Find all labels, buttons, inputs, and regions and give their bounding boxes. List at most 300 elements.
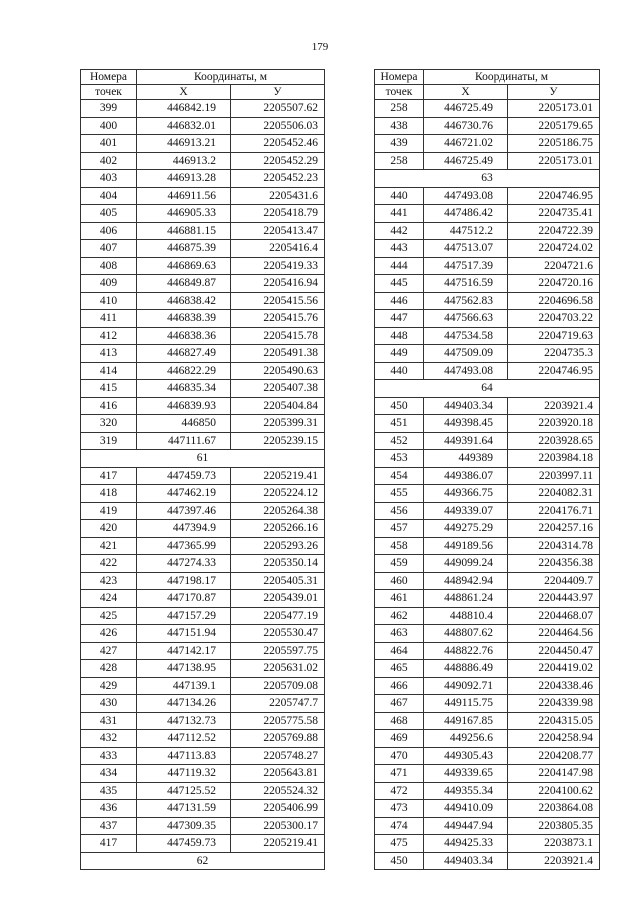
table-row <box>375 800 600 818</box>
table-row <box>81 817 325 835</box>
x-coordinate: 447365.99 <box>137 537 231 555</box>
y-coordinate: 2205350.14 <box>231 555 325 573</box>
point-number: 416 <box>81 397 137 415</box>
point-number: 436 <box>81 800 137 818</box>
x-coordinate: 446835.34 <box>137 380 231 398</box>
table-row <box>81 415 325 433</box>
y-coordinate: 2203873.1 <box>508 835 600 853</box>
y-coordinate: 2204339.98 <box>508 695 600 713</box>
y-coordinate: 2205405.31 <box>231 572 325 590</box>
y-coordinate: 2205415.76 <box>231 310 325 328</box>
x-coordinate: 447493.08 <box>424 187 508 205</box>
point-number: 406 <box>81 222 137 240</box>
point-number: 320 <box>81 415 137 433</box>
y-coordinate: 2205769.88 <box>231 730 325 748</box>
table-row <box>81 275 325 293</box>
x-coordinate: 446875.39 <box>137 240 231 258</box>
section-row <box>375 380 600 398</box>
x-coordinate: 447131.59 <box>137 800 231 818</box>
section-row <box>81 852 325 870</box>
y-coordinate: 2205477.19 <box>231 607 325 625</box>
y-coordinate: 2205415.56 <box>231 292 325 310</box>
x-coordinate: 447462.19 <box>137 485 231 503</box>
y-coordinate: 2205418.79 <box>231 205 325 223</box>
x-coordinate: 447274.33 <box>137 555 231 573</box>
table-row <box>81 625 325 643</box>
x-coordinate: 447309.35 <box>137 817 231 835</box>
y-coordinate: 2204258.94 <box>508 730 600 748</box>
y-coordinate: 2204720.16 <box>508 275 600 293</box>
point-number: 428 <box>81 660 137 678</box>
x-coordinate: 446913.2 <box>137 152 231 170</box>
y-coordinate: 2205407.38 <box>231 380 325 398</box>
point-number: 452 <box>375 432 424 450</box>
x-coordinate: 449256.6 <box>424 730 508 748</box>
x-coordinate: 447125.52 <box>137 782 231 800</box>
table-row <box>375 502 600 520</box>
y-coordinate: 2204443.97 <box>508 590 600 608</box>
point-number: 444 <box>375 257 424 275</box>
x-header: X <box>424 85 508 100</box>
table-row <box>375 240 600 258</box>
x-coordinate: 449355.34 <box>424 782 508 800</box>
x-coordinate: 447516.59 <box>424 275 508 293</box>
point-number: 435 <box>81 782 137 800</box>
y-coordinate: 2205416.94 <box>231 275 325 293</box>
section-label: 61 <box>81 450 325 468</box>
table-row <box>375 520 600 538</box>
y-coordinate: 2205239.15 <box>231 432 325 450</box>
table-row <box>81 555 325 573</box>
table-row <box>375 782 600 800</box>
point-number: 475 <box>375 835 424 853</box>
table-row <box>81 502 325 520</box>
y-coordinate: 2205643.81 <box>231 765 325 783</box>
y-coordinate: 2205300.17 <box>231 817 325 835</box>
x-coordinate: 446832.01 <box>137 117 231 135</box>
table-row <box>81 100 325 118</box>
x-coordinate: 447139.1 <box>137 677 231 695</box>
point-number: 465 <box>375 660 424 678</box>
x-coordinate: 447486.42 <box>424 205 508 223</box>
point-number: 469 <box>375 730 424 748</box>
table-row <box>375 625 600 643</box>
point-number: 405 <box>81 205 137 223</box>
x-coordinate: 447512.2 <box>424 222 508 240</box>
point-number: 432 <box>81 730 137 748</box>
section-label: 64 <box>375 380 600 398</box>
point-number: 445 <box>375 275 424 293</box>
y-coordinate: 2204722.39 <box>508 222 600 240</box>
table-row <box>81 782 325 800</box>
x-coordinate: 449189.56 <box>424 537 508 555</box>
point-number: 407 <box>81 240 137 258</box>
table-row <box>375 415 600 433</box>
table-row <box>81 310 325 328</box>
point-number: 460 <box>375 572 424 590</box>
table-row <box>81 327 325 345</box>
x-coordinate: 449403.34 <box>424 852 508 870</box>
table-row <box>81 485 325 503</box>
x-coordinate: 446827.49 <box>137 345 231 363</box>
page-number: 179 <box>311 41 329 53</box>
y-coordinate: 2205747.7 <box>231 695 325 713</box>
y-coordinate: 2204338.46 <box>508 677 600 695</box>
point-number: 430 <box>81 695 137 713</box>
point-number: 400 <box>81 117 137 135</box>
x-coordinate: 446725.49 <box>424 100 508 118</box>
point-number: 454 <box>375 467 424 485</box>
table-row <box>375 292 600 310</box>
y-coordinate: 2205415.78 <box>231 327 325 345</box>
x-coordinate: 449447.94 <box>424 817 508 835</box>
y-coordinate: 2205452.46 <box>231 135 325 153</box>
point-number: 455 <box>375 485 424 503</box>
x-coordinate: 447157.29 <box>137 607 231 625</box>
point-number: 425 <box>81 607 137 625</box>
section-row <box>81 450 325 468</box>
y-coordinate: 2204464.56 <box>508 625 600 643</box>
point-number: 417 <box>81 467 137 485</box>
table-row <box>81 537 325 555</box>
section-label: 62 <box>81 852 325 870</box>
x-coordinate: 449099.24 <box>424 555 508 573</box>
table-row <box>81 572 325 590</box>
y-coordinate: 2205506.03 <box>231 117 325 135</box>
table-row <box>81 607 325 625</box>
point-number: 408 <box>81 257 137 275</box>
point-number: 427 <box>81 642 137 660</box>
x-coordinate: 446881.15 <box>137 222 231 240</box>
point-number: 411 <box>81 310 137 328</box>
y-coordinate: 2203997.11 <box>508 467 600 485</box>
point-number: 471 <box>375 765 424 783</box>
point-number: 450 <box>375 852 424 870</box>
point-number: 446 <box>375 292 424 310</box>
table-row <box>81 677 325 695</box>
x-coordinate: 449391.64 <box>424 432 508 450</box>
table-row <box>375 590 600 608</box>
point-number: 456 <box>375 502 424 520</box>
x-coordinate: 447142.17 <box>137 642 231 660</box>
y-coordinate: 2204721.6 <box>508 257 600 275</box>
y-coordinate: 2205597.75 <box>231 642 325 660</box>
table-row <box>81 152 325 170</box>
y-coordinate: 2204419.02 <box>508 660 600 678</box>
table-row <box>81 362 325 380</box>
y-coordinate: 2205413.47 <box>231 222 325 240</box>
x-coordinate: 448886.49 <box>424 660 508 678</box>
section-row <box>375 170 600 188</box>
y-coordinate: 2204724.02 <box>508 240 600 258</box>
table-row <box>375 712 600 730</box>
point-number: 401 <box>81 135 137 153</box>
table-row <box>81 397 325 415</box>
y-coordinate: 2204746.95 <box>508 362 600 380</box>
x-coordinate: 447459.73 <box>137 467 231 485</box>
point-number: 468 <box>375 712 424 730</box>
point-number: 466 <box>375 677 424 695</box>
point-number: 434 <box>81 765 137 783</box>
y-coordinate: 2205399.31 <box>231 415 325 433</box>
table-row <box>81 520 325 538</box>
y-coordinate: 2204409.7 <box>508 572 600 590</box>
y-coordinate: 2205224.12 <box>231 485 325 503</box>
point-number: 418 <box>81 485 137 503</box>
y-coordinate: 2204450.47 <box>508 642 600 660</box>
y-coordinate: 2203921.4 <box>508 852 600 870</box>
point-number: 437 <box>81 817 137 835</box>
x-coordinate: 449398.45 <box>424 415 508 433</box>
x-coordinate: 449339.65 <box>424 765 508 783</box>
x-coordinate: 446842.19 <box>137 100 231 118</box>
y-coordinate: 2205491.38 <box>231 345 325 363</box>
table-row <box>375 345 600 363</box>
x-coordinate: 446849.87 <box>137 275 231 293</box>
y-coordinate: 2205524.32 <box>231 782 325 800</box>
point-number: 409 <box>81 275 137 293</box>
y-header: У <box>508 85 600 100</box>
point-number: 440 <box>375 362 424 380</box>
x-coordinate: 447509.09 <box>424 345 508 363</box>
table-row <box>375 747 600 765</box>
x-coordinate: 446822.29 <box>137 362 231 380</box>
x-coordinate: 449305.43 <box>424 747 508 765</box>
table-row <box>81 747 325 765</box>
point-number: 459 <box>375 555 424 573</box>
point-number: 442 <box>375 222 424 240</box>
table-row <box>375 555 600 573</box>
x-coordinate: 447138.95 <box>137 660 231 678</box>
x-coordinate: 446911.56 <box>137 187 231 205</box>
y-coordinate: 2205219.41 <box>231 835 325 853</box>
point-number: 404 <box>81 187 137 205</box>
table-row <box>81 187 325 205</box>
point-number: 319 <box>81 432 137 450</box>
y-coordinate: 2203920.18 <box>508 415 600 433</box>
x-coordinate: 446725.49 <box>424 152 508 170</box>
y-coordinate: 2205406.99 <box>231 800 325 818</box>
table-row <box>375 432 600 450</box>
y-coordinate: 2205748.27 <box>231 747 325 765</box>
table-row <box>375 660 600 678</box>
y-coordinate: 2204735.3 <box>508 345 600 363</box>
x-coordinate: 447394.9 <box>137 520 231 538</box>
y-coordinate: 2205631.02 <box>231 660 325 678</box>
y-coordinate: 2204315.05 <box>508 712 600 730</box>
x-coordinate: 446730.76 <box>424 117 508 135</box>
table-row <box>375 275 600 293</box>
x-coordinate: 446913.21 <box>137 135 231 153</box>
y-coordinate: 2204746.95 <box>508 187 600 205</box>
y-coordinate: 2205507.62 <box>231 100 325 118</box>
x-coordinate: 447493.08 <box>424 362 508 380</box>
point-number: 441 <box>375 205 424 223</box>
y-coordinate: 2203805.35 <box>508 817 600 835</box>
point-number: 467 <box>375 695 424 713</box>
x-coordinate: 446869.63 <box>137 257 231 275</box>
table-row <box>81 432 325 450</box>
table-row <box>375 117 600 135</box>
point-number: 402 <box>81 152 137 170</box>
point-number: 457 <box>375 520 424 538</box>
x-coordinate: 447397.46 <box>137 502 231 520</box>
coordinates-header: Координаты, м <box>424 70 600 85</box>
table-row <box>81 695 325 713</box>
y-coordinate: 2204703.22 <box>508 310 600 328</box>
x-coordinate: 447517.39 <box>424 257 508 275</box>
x-coordinate: 447112.52 <box>137 730 231 748</box>
y-coordinate: 2203921.4 <box>508 397 600 415</box>
point-number: 422 <box>81 555 137 573</box>
y-coordinate: 2205709.08 <box>231 677 325 695</box>
y-coordinate: 2205173.01 <box>508 100 600 118</box>
point-number: 463 <box>375 625 424 643</box>
table-row <box>375 257 600 275</box>
table-row <box>375 730 600 748</box>
x-coordinate: 446838.36 <box>137 327 231 345</box>
x-coordinate: 448861.24 <box>424 590 508 608</box>
table-row <box>375 362 600 380</box>
point-number: 474 <box>375 817 424 835</box>
table-row <box>375 205 600 223</box>
y-coordinate: 2205186.75 <box>508 135 600 153</box>
point-number: 258 <box>375 100 424 118</box>
table-row <box>375 397 600 415</box>
coordinates-header: Координаты, м <box>137 70 325 85</box>
x-coordinate: 447134.26 <box>137 695 231 713</box>
table-row <box>375 187 600 205</box>
y-coordinate: 2204208.77 <box>508 747 600 765</box>
table-row <box>81 642 325 660</box>
table-row <box>81 467 325 485</box>
x-coordinate: 449386.07 <box>424 467 508 485</box>
table-row <box>81 222 325 240</box>
table-row <box>375 835 600 853</box>
y-coordinate: 2205775.58 <box>231 712 325 730</box>
table-row <box>81 800 325 818</box>
x-coordinate: 446839.93 <box>137 397 231 415</box>
y-coordinate: 2205530.47 <box>231 625 325 643</box>
point-number: 433 <box>81 747 137 765</box>
table-row <box>375 467 600 485</box>
point-number: 426 <box>81 625 137 643</box>
table-row <box>375 765 600 783</box>
y-coordinate: 2205179.65 <box>508 117 600 135</box>
point-number: 413 <box>81 345 137 363</box>
y-coordinate: 2205266.16 <box>231 520 325 538</box>
table-row <box>375 852 600 870</box>
y-coordinate: 2205452.29 <box>231 152 325 170</box>
x-coordinate: 449275.29 <box>424 520 508 538</box>
x-coordinate: 449389 <box>424 450 508 468</box>
point-number: 429 <box>81 677 137 695</box>
x-coordinate: 447459.73 <box>137 835 231 853</box>
x-coordinate: 446838.39 <box>137 310 231 328</box>
y-coordinate: 2205404.84 <box>231 397 325 415</box>
table-row <box>81 712 325 730</box>
coordinates-table-right <box>374 69 600 870</box>
table-row <box>375 100 600 118</box>
y-coordinate: 2204735.41 <box>508 205 600 223</box>
table-row <box>81 205 325 223</box>
point-number: 412 <box>81 327 137 345</box>
point-number: 451 <box>375 415 424 433</box>
x-coordinate: 448807.62 <box>424 625 508 643</box>
table-row <box>375 642 600 660</box>
x-coordinate: 447534.58 <box>424 327 508 345</box>
point-number: 453 <box>375 450 424 468</box>
table-body-left <box>81 100 325 870</box>
x-coordinate: 447151.94 <box>137 625 231 643</box>
x-coordinate: 447111.67 <box>137 432 231 450</box>
y-coordinate: 2205293.26 <box>231 537 325 555</box>
point-number: 447 <box>375 310 424 328</box>
points-header: Номера <box>375 70 424 85</box>
y-coordinate: 2205490.63 <box>231 362 325 380</box>
table-row <box>81 730 325 748</box>
point-number: 419 <box>81 502 137 520</box>
x-coordinate: 447119.32 <box>137 765 231 783</box>
table-row <box>81 590 325 608</box>
x-coordinate: 449425.33 <box>424 835 508 853</box>
y-coordinate: 2204176.71 <box>508 502 600 520</box>
point-number: 439 <box>375 135 424 153</box>
point-number: 440 <box>375 187 424 205</box>
x-coordinate: 449339.07 <box>424 502 508 520</box>
y-coordinate: 2205416.4 <box>231 240 325 258</box>
table-row <box>375 310 600 328</box>
x-coordinate: 449403.34 <box>424 397 508 415</box>
point-number: 461 <box>375 590 424 608</box>
y-coordinate: 2204314.78 <box>508 537 600 555</box>
y-coordinate: 2204082.31 <box>508 485 600 503</box>
table-row <box>81 292 325 310</box>
x-coordinate: 447113.83 <box>137 747 231 765</box>
point-number: 414 <box>81 362 137 380</box>
points-header: Номера <box>81 70 137 85</box>
point-number: 462 <box>375 607 424 625</box>
point-number: 448 <box>375 327 424 345</box>
point-number: 424 <box>81 590 137 608</box>
table-row <box>81 170 325 188</box>
x-coordinate: 447562.83 <box>424 292 508 310</box>
y-coordinate: 2204468.07 <box>508 607 600 625</box>
x-coordinate: 449167.85 <box>424 712 508 730</box>
y-coordinate: 2204147.98 <box>508 765 600 783</box>
points-header-line2: точек <box>375 85 424 100</box>
y-coordinate: 2205173.01 <box>508 152 600 170</box>
point-number: 415 <box>81 380 137 398</box>
table-row <box>375 695 600 713</box>
x-coordinate: 446905.33 <box>137 205 231 223</box>
x-coordinate: 448822.76 <box>424 642 508 660</box>
y-coordinate: 2205219.41 <box>231 467 325 485</box>
point-number: 458 <box>375 537 424 555</box>
x-coordinate: 449366.75 <box>424 485 508 503</box>
y-coordinate: 2204719.63 <box>508 327 600 345</box>
point-number: 410 <box>81 292 137 310</box>
table-row <box>375 152 600 170</box>
x-coordinate: 446913.28 <box>137 170 231 188</box>
x-coordinate: 446850 <box>137 415 231 433</box>
x-coordinate: 447198.17 <box>137 572 231 590</box>
x-coordinate: 447566.63 <box>424 310 508 328</box>
x-coordinate: 448942.94 <box>424 572 508 590</box>
point-number: 399 <box>81 100 137 118</box>
x-header: X <box>137 85 231 100</box>
table-row <box>81 117 325 135</box>
